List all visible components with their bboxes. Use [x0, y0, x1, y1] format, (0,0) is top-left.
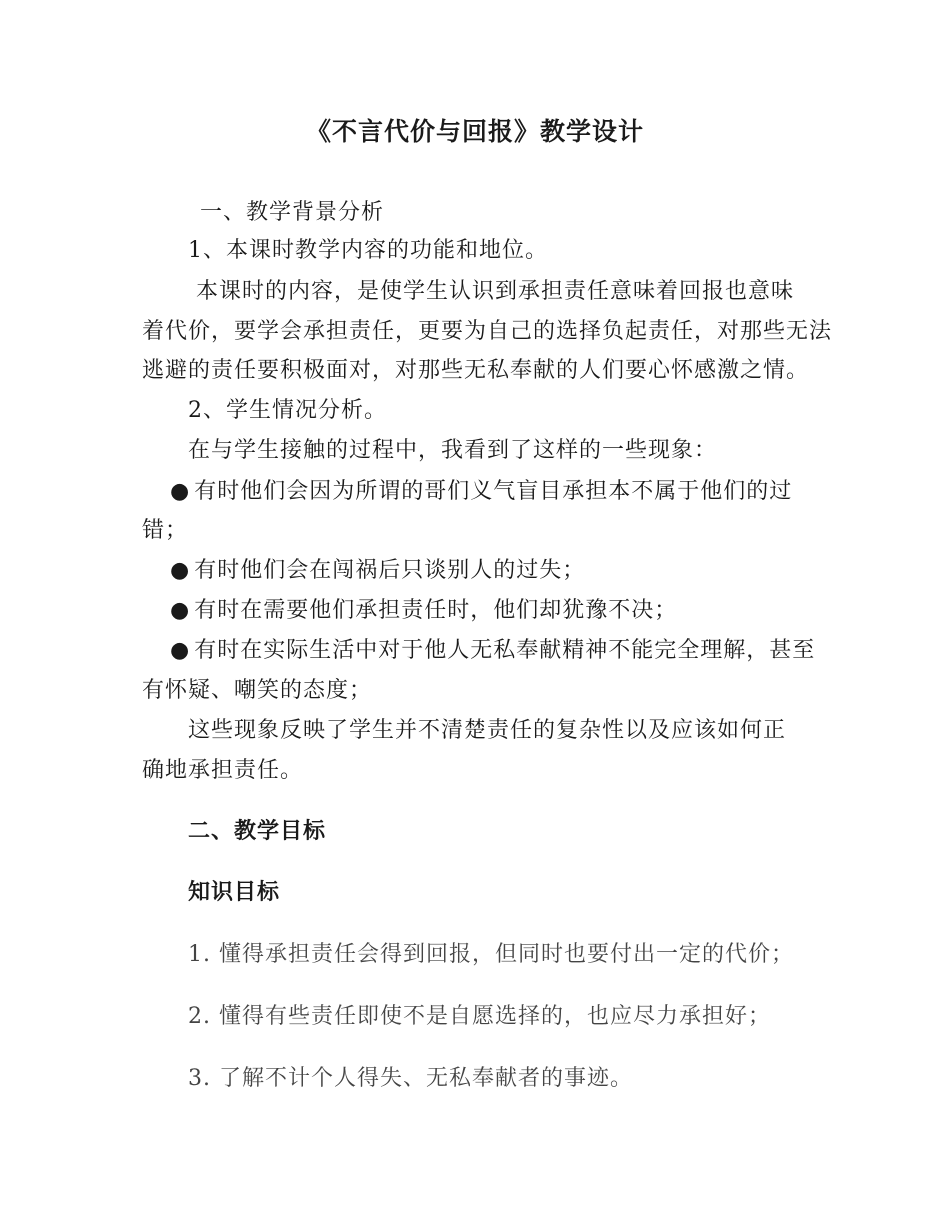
bullet-text-continuation: 有怀疑、嘲笑的态度；	[142, 678, 373, 703]
bullet-text: 有时在需要他们承担责任时，他们却犹豫不决；	[194, 598, 678, 623]
document-title: 《不言代价与回报》教学设计	[305, 117, 644, 146]
goal-item: 3. 了解不计个人得失、无私奉献者的事迹。	[188, 1066, 633, 1091]
paragraph1-line3: 逃避的责任要积极面对，对那些无私奉献的人们要心怀感激之情。	[142, 358, 810, 383]
bullet-icon: ●	[170, 598, 191, 623]
bullet-text: 有时他们会在闯祸后只谈别人的过失；	[194, 558, 586, 583]
section2-heading: 二、教学目标	[188, 819, 327, 844]
bullet-text: 有时他们会因为所谓的哥们义气盲目承担本不属于他们的过	[194, 479, 793, 504]
bullet-text-continuation: 错；	[142, 518, 189, 543]
observation-intro: 在与学生接触的过程中，我看到了这样的一些现象：	[188, 438, 718, 463]
bullet-item	[170, 556, 585, 586]
paragraph1-line2: 着代价，要学会承担责任，更要为自己的选择负起责任，对那些无法	[142, 319, 833, 344]
bullet-item	[170, 477, 792, 507]
bullet-item	[170, 596, 677, 626]
bullet-icon: ●	[170, 638, 191, 663]
bullet-icon: ●	[170, 479, 191, 504]
bullet-text: 有时在实际生活中对于他人无私奉献精神不能完全理解，甚至	[194, 638, 816, 663]
paragraph1-line1: 本课时的内容，是使学生认识到承担责任意味着回报也意味	[196, 279, 795, 304]
goal-item: 1. 懂得承担责任会得到回报，但同时也要付出一定的代价；	[188, 942, 794, 967]
bullet-icon: ●	[170, 558, 191, 583]
section1-heading: 一、教学背景分析	[200, 200, 385, 225]
conclusion-line2: 确地承担责任。	[142, 758, 304, 783]
item1-heading: 1、本课时教学内容的功能和地位。	[188, 238, 548, 263]
item2-heading: 2、学生情况分析。	[188, 398, 387, 423]
knowledge-goals-heading: 知识目标	[188, 880, 281, 905]
goal-item: 2. 懂得有些责任即使不是自愿选择的，也应尽力承担好；	[188, 1004, 771, 1029]
conclusion-line1: 这些现象反映了学生并不清楚责任的复杂性以及应该如何正	[188, 718, 787, 743]
bullet-item	[170, 636, 815, 666]
